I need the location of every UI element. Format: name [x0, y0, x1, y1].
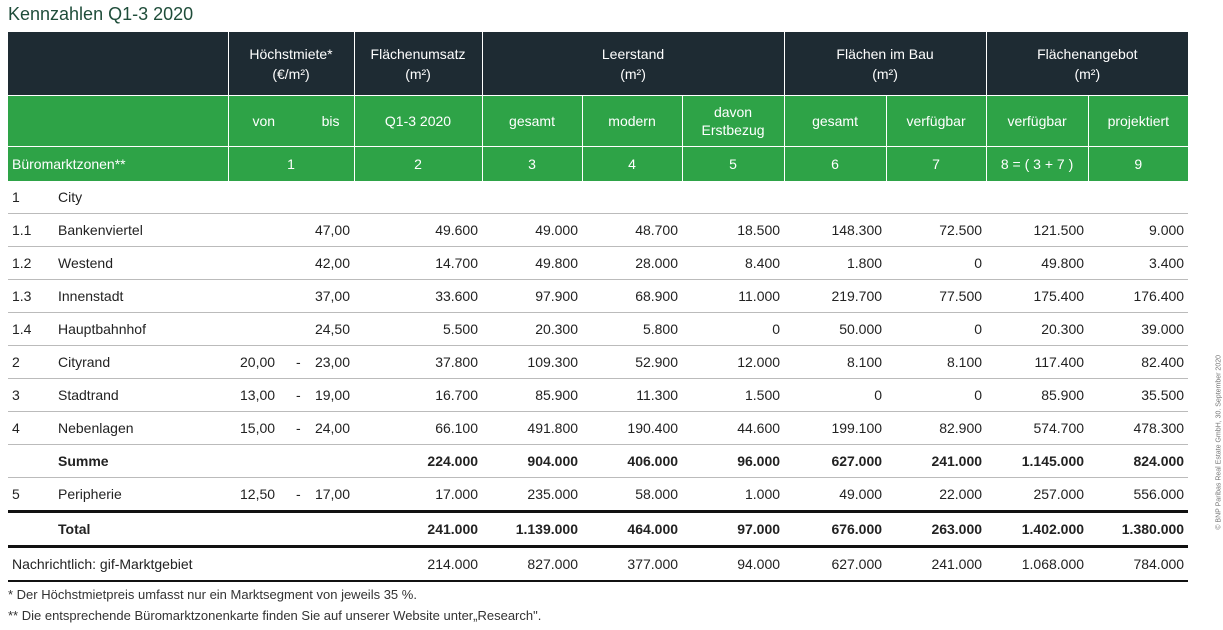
header-q13: Q1-3 2020 [354, 96, 482, 147]
value-c5: 8.400 [682, 247, 784, 280]
rent-from: 20,00 [228, 346, 292, 379]
value-c2: 14.700 [354, 247, 482, 280]
header-col-6: 6 [784, 147, 886, 182]
rent-to-value: 42,00 [314, 255, 351, 271]
value-c9: 9.000 [1088, 214, 1188, 247]
value-c4: 68.900 [582, 280, 682, 313]
value-c2: 16.700 [354, 379, 482, 412]
value-c7: 263.000 [886, 512, 986, 547]
rent-to [292, 379, 354, 412]
rent-to-value: 24,50 [314, 321, 351, 337]
header-col-1: 1 [228, 147, 354, 182]
table-row [8, 547, 1188, 582]
row-label: Nachrichtlich: gif-Marktgebiet [8, 547, 228, 582]
value-c3: 97.900 [482, 280, 582, 313]
rent-from: 15,00 [228, 412, 292, 445]
value-c7: 8.100 [886, 346, 986, 379]
value-c9 [1088, 181, 1188, 214]
value-c3: 904.000 [482, 445, 582, 478]
value-c5: 12.000 [682, 346, 784, 379]
value-c6: 676.000 [784, 512, 886, 547]
header-bueromarktzonen: Büromarktzonen** [8, 147, 228, 182]
row-number: 5 [8, 478, 54, 512]
table-row [8, 214, 1188, 247]
value-c8: 574.700 [986, 412, 1088, 445]
row-number: 1.4 [8, 313, 54, 346]
rent-to [292, 280, 354, 313]
value-c9: 82.400 [1088, 346, 1188, 379]
value-c5 [682, 181, 784, 214]
rent-to-value: 17,00 [314, 486, 351, 502]
row-label: City [54, 181, 228, 214]
value-c4: 28.000 [582, 247, 682, 280]
row-label: Innenstadt [54, 280, 228, 313]
header-bau-gesamt: gesamt [784, 96, 886, 147]
value-c8: 20.300 [986, 313, 1088, 346]
value-c5: 97.000 [682, 512, 784, 547]
value-c4: 377.000 [582, 547, 682, 582]
value-c7: 0 [886, 379, 986, 412]
row-number: 3 [8, 379, 54, 412]
value-c8: 1.145.000 [986, 445, 1088, 478]
value-c4: 5.800 [582, 313, 682, 346]
table-row [8, 412, 1188, 445]
header-projektiert: projektiert [1088, 96, 1188, 147]
value-c6: 219.700 [784, 280, 886, 313]
value-c3 [482, 181, 582, 214]
value-c3: 491.800 [482, 412, 582, 445]
value-c6: 8.100 [784, 346, 886, 379]
value-c8: 1.402.000 [986, 512, 1088, 547]
value-c3: 109.300 [482, 346, 582, 379]
header-angebot-verfuegbar: verfügbar [986, 96, 1088, 147]
row-label: Nebenlagen [54, 412, 228, 445]
row-label: Total [8, 512, 228, 547]
rent-to [292, 313, 354, 346]
value-c9: 176.400 [1088, 280, 1188, 313]
footnote-2: ** Die entsprechende Büromarktzonenkarte finden Sie auf unserer Website unter„Research". [8, 608, 542, 623]
rent-to [292, 412, 354, 445]
row-number: 2 [8, 346, 54, 379]
row-number: 1.2 [8, 247, 54, 280]
range-dash: - [296, 420, 301, 436]
value-c6 [784, 181, 886, 214]
row-label: Cityrand [54, 346, 228, 379]
range-dash: - [296, 387, 301, 403]
value-c7: 241.000 [886, 445, 986, 478]
header-flaechen-im-bau: Flächen im Bau (m²) [784, 32, 986, 96]
table-row [8, 346, 1188, 379]
rent-from [228, 313, 292, 346]
value-c2: 214.000 [354, 547, 482, 582]
value-c8: 49.800 [986, 247, 1088, 280]
header-col-9: 9 [1088, 147, 1188, 182]
value-c6: 1.800 [784, 247, 886, 280]
value-c4 [582, 181, 682, 214]
value-c3: 49.800 [482, 247, 582, 280]
value-c5: 94.000 [682, 547, 784, 582]
value-c3: 235.000 [482, 478, 582, 512]
value-c4: 190.400 [582, 412, 682, 445]
value-c8: 121.500 [986, 214, 1088, 247]
value-c2: 224.000 [354, 445, 482, 478]
value-c3: 827.000 [482, 547, 582, 582]
table-body [8, 181, 1188, 581]
rent-to-value: 19,00 [314, 387, 351, 403]
value-c3: 49.000 [482, 214, 582, 247]
table-row [8, 512, 1188, 547]
value-c2: 37.800 [354, 346, 482, 379]
value-c2: 49.600 [354, 214, 482, 247]
copyright-credit: © BNP Paribas Real Estate GmbH, 30. September 2020 [1216, 355, 1223, 530]
value-c8: 85.900 [986, 379, 1088, 412]
header-row-groups [8, 32, 1188, 96]
value-c7: 0 [886, 313, 986, 346]
header-empty [8, 32, 228, 96]
header-modern: modern [582, 96, 682, 147]
footnote-1: * Der Höchstmietpreis umfasst nur ein Marktsegment von jeweils 35 %. [8, 587, 417, 602]
header-leerstand: Leerstand (m²) [482, 32, 784, 96]
value-c5: 44.600 [682, 412, 784, 445]
value-c5: 96.000 [682, 445, 784, 478]
row-label: Summe [8, 445, 228, 478]
table-row [8, 247, 1188, 280]
value-c9: 1.380.000 [1088, 512, 1188, 547]
kennzahlen-table [8, 32, 1188, 582]
row-number: 1 [8, 181, 54, 214]
rent-from [228, 247, 292, 280]
value-c8: 117.400 [986, 346, 1088, 379]
header-col-4: 4 [582, 147, 682, 182]
row-label: Hauptbahnhof [54, 313, 228, 346]
header-leerstand-gesamt: gesamt [482, 96, 582, 147]
rent-from [228, 280, 292, 313]
value-c8 [986, 181, 1088, 214]
table-row [8, 379, 1188, 412]
value-c6: 49.000 [784, 478, 886, 512]
row-number: 4 [8, 412, 54, 445]
value-c7 [886, 181, 986, 214]
value-c5: 11.000 [682, 280, 784, 313]
value-c2: 66.100 [354, 412, 482, 445]
value-c7: 22.000 [886, 478, 986, 512]
header-hoechstmiete: Höchstmiete* (€/m²) [228, 32, 354, 96]
rent-to [292, 346, 354, 379]
value-c4: 48.700 [582, 214, 682, 247]
rent-from [228, 214, 292, 247]
header-davon-erstbezug: davon Erstbezug [682, 96, 784, 147]
row-number: 1.3 [8, 280, 54, 313]
header-flaechenumsatz: Flächenumsatz (m²) [354, 32, 482, 96]
row-number: 1.1 [8, 214, 54, 247]
value-c8: 175.400 [986, 280, 1088, 313]
value-c4: 406.000 [582, 445, 682, 478]
value-c2 [354, 181, 482, 214]
header-zone-spacer [8, 96, 228, 147]
rent-to [292, 214, 354, 247]
value-c2: 241.000 [354, 512, 482, 547]
range-dash: - [296, 354, 301, 370]
value-c9: 824.000 [1088, 445, 1188, 478]
value-c6: 627.000 [784, 445, 886, 478]
value-c6: 148.300 [784, 214, 886, 247]
row-label: Westend [54, 247, 228, 280]
value-c3: 85.900 [482, 379, 582, 412]
value-c7: 77.500 [886, 280, 986, 313]
value-c4: 11.300 [582, 379, 682, 412]
range-dash: - [296, 486, 301, 502]
value-c4: 58.000 [582, 478, 682, 512]
header-col-2: 2 [354, 147, 482, 182]
row-label: Peripherie [54, 478, 228, 512]
row-label: Bankenviertel [54, 214, 228, 247]
rent-to [292, 478, 354, 512]
header-col-3: 3 [482, 147, 582, 182]
header-bis: bis [292, 96, 354, 147]
value-c5: 18.500 [682, 214, 784, 247]
value-c8: 257.000 [986, 478, 1088, 512]
table-row [8, 181, 1188, 214]
header-bau-verfuegbar: verfügbar [886, 96, 986, 147]
value-c6: 0 [784, 379, 886, 412]
value-c7: 241.000 [886, 547, 986, 582]
rent-to [292, 181, 354, 214]
header-row-subcolumns [8, 96, 1188, 147]
rent-from: 13,00 [228, 379, 292, 412]
value-c5: 1.000 [682, 478, 784, 512]
value-c3: 20.300 [482, 313, 582, 346]
rent-to [292, 247, 354, 280]
value-c4: 464.000 [582, 512, 682, 547]
value-c6: 50.000 [784, 313, 886, 346]
value-c2: 33.600 [354, 280, 482, 313]
value-c2: 5.500 [354, 313, 482, 346]
rent-to-value: 23,00 [314, 354, 351, 370]
value-c4: 52.900 [582, 346, 682, 379]
value-c9: 39.000 [1088, 313, 1188, 346]
table-row [8, 280, 1188, 313]
rent-to-value: 37,00 [314, 288, 351, 304]
value-c9: 3.400 [1088, 247, 1188, 280]
value-c8: 1.068.000 [986, 547, 1088, 582]
header-col-5: 5 [682, 147, 784, 182]
value-c6: 199.100 [784, 412, 886, 445]
row-label: Stadtrand [54, 379, 228, 412]
table-row [8, 313, 1188, 346]
value-c9: 35.500 [1088, 379, 1188, 412]
value-c7: 82.900 [886, 412, 986, 445]
header-col-7: 7 [886, 147, 986, 182]
table-row [8, 445, 1188, 478]
value-c9: 478.300 [1088, 412, 1188, 445]
value-c5: 0 [682, 313, 784, 346]
value-c7: 0 [886, 247, 986, 280]
table-row [8, 478, 1188, 512]
header-flaechenangebot: Flächenangebot (m²) [986, 32, 1188, 96]
page-title: Kennzahlen Q1-3 2020 [8, 4, 194, 24]
header-col-8: 8 = ( 3 + 7 ) [986, 147, 1088, 182]
value-c7: 72.500 [886, 214, 986, 247]
rent-from [228, 181, 292, 214]
rent-to-value: 24,00 [314, 420, 351, 436]
value-c5: 1.500 [682, 379, 784, 412]
value-c9: 556.000 [1088, 478, 1188, 512]
value-c2: 17.000 [354, 478, 482, 512]
value-c6: 627.000 [784, 547, 886, 582]
value-c9: 784.000 [1088, 547, 1188, 582]
rent-from: 12,50 [228, 478, 292, 512]
rent-to-value: 47,00 [314, 222, 351, 238]
value-c3: 1.139.000 [482, 512, 582, 547]
header-von: von [228, 96, 292, 147]
header-row-numbers [8, 147, 1188, 182]
